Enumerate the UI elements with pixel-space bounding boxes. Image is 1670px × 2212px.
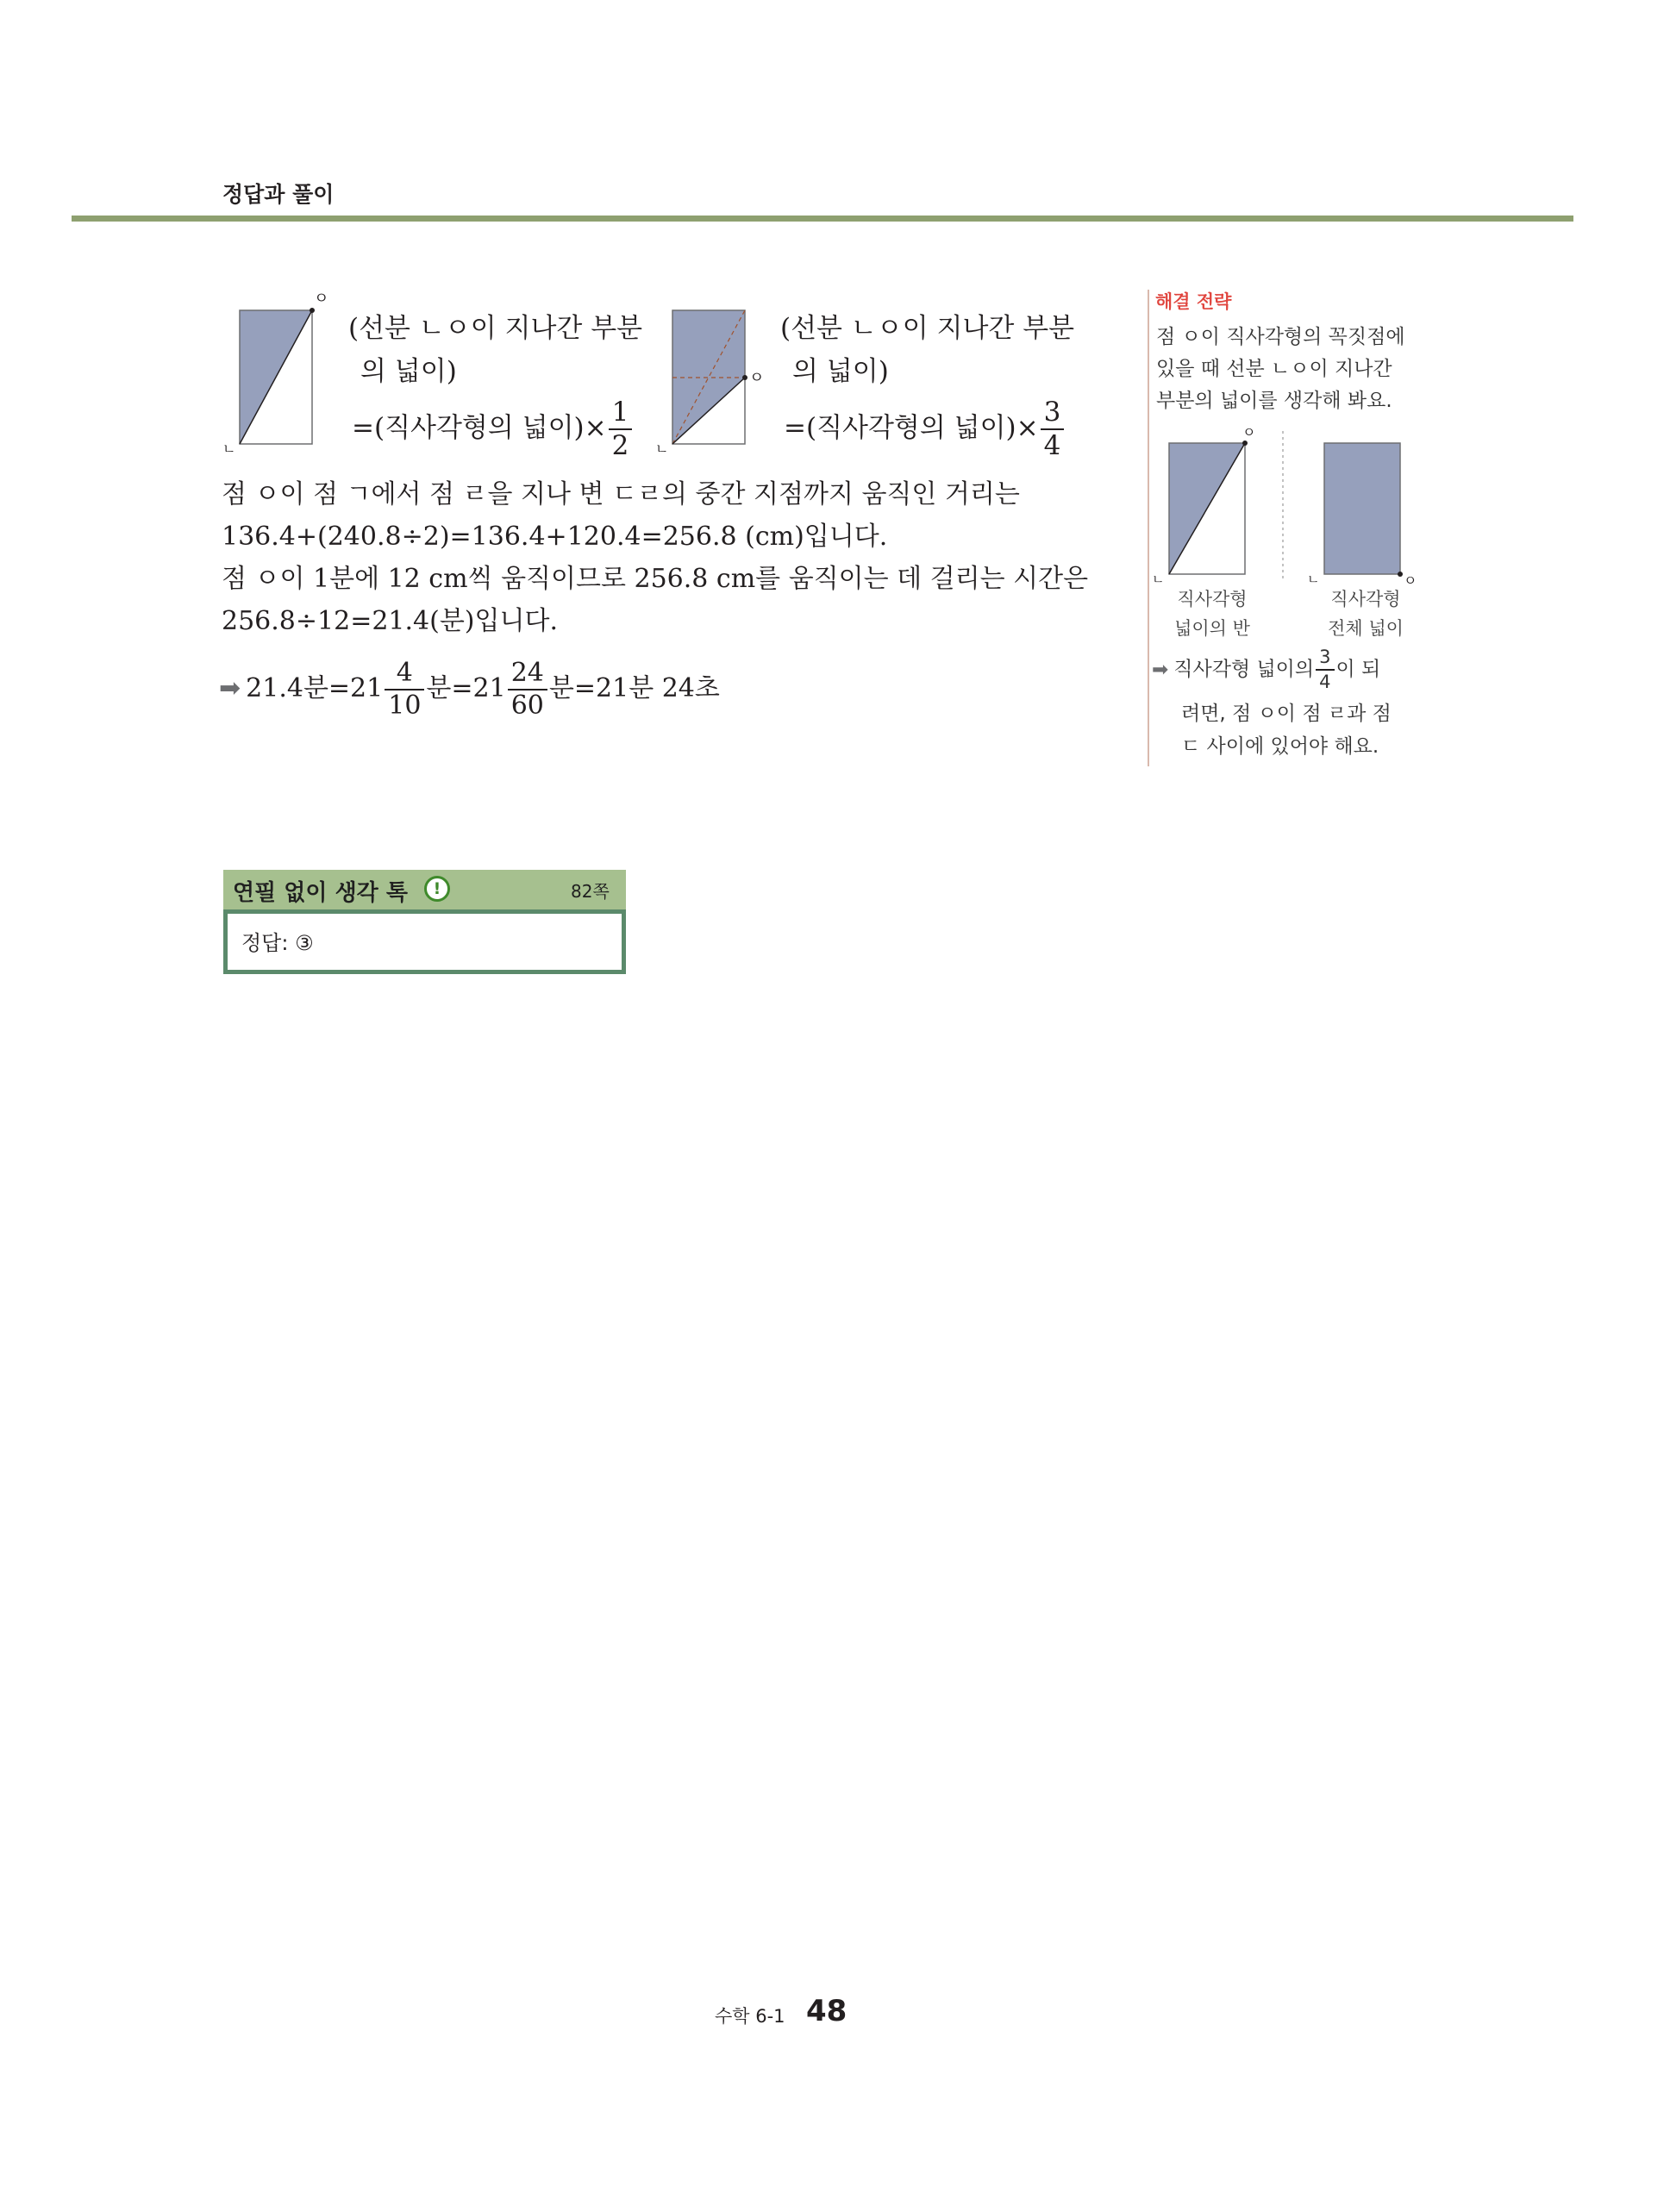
fraction-denominator: 60 [510,690,544,721]
diagram2-fraction [1041,399,1065,459]
strategy-fig-right-point [1398,572,1403,577]
diagram2-label-line2: 의 넓이) [792,356,889,387]
solution-result [219,660,720,719]
diagram1-vertex-n: ㄴ [222,441,236,457]
fraction-denominator: 4 [1319,672,1331,692]
strategy-fig-right-caption [1323,584,1409,643]
strategy-fraction [1316,648,1334,691]
solution-line-2: 136.4+(240.8÷2)=136.4+120.4=256.8 (cm)입니다. [222,522,888,552]
caption-line-1: 직사각형 [1177,589,1248,609]
diagram2-formula-text: =(직사각형의 넓이)× [784,412,1039,444]
diagram2-label-line1: (선분 ㄴㅇ이 지나간 부분 [780,313,1075,344]
fraction-denominator: 2 [611,430,629,461]
result-fraction-1 [385,660,424,719]
diagram1-label-line2: 의 넓이) [360,356,457,387]
strategy-line-5: 려면, 점 ㅇ이 점 ㄹ과 점 [1181,703,1392,725]
solution-line-4: 256.8÷12=21.4(분)입니다. [222,606,558,636]
right-arrow-icon: ➡ [219,673,241,703]
footer-page-number: 48 [806,1994,848,2028]
conclusion-suffix: 이 되 [1335,658,1381,681]
strategy-figures [1155,422,1440,586]
quiz-box-answer: 정답: ③ [241,931,314,955]
diagram2-formula [784,399,1066,459]
fraction-denominator: 10 [388,690,422,721]
strategy-border [1148,290,1149,766]
strategy-line-2: 있을 때 선분 ㄴㅇ이 지나간 [1156,358,1392,380]
strategy-fig-left-vertex-o: ㅇ [1242,424,1256,441]
diagram-half-rectangle [216,284,345,457]
strategy-fig-left-vertex-n: ㄴ [1152,572,1165,587]
strategy-line-3: 부분의 넓이를 생각해 봐요. [1156,390,1392,412]
header-divider [72,216,1573,222]
conclusion-prefix: 직사각형 넓이의 [1173,658,1315,681]
quiz-box-page: 82쪽 [571,881,610,902]
quiz-box-title: 연필 없이 생각 톡 [233,880,408,906]
diagram1-fraction [609,399,633,459]
fraction-numerator: 3 [1041,399,1065,430]
strategy-fig-right-rectangle [1324,443,1400,574]
caption-line-1: 직사각형 [1330,589,1401,609]
fraction-numerator: 24 [508,660,547,690]
strategy-title: 해결 전략 [1155,291,1232,312]
strategy-line-6: ㄷ 사이에 있어야 해요. [1181,735,1379,758]
caption-line-2: 전체 넓이 [1328,618,1404,639]
fraction-denominator: 4 [1043,430,1061,461]
caption-line-2: 넓이의 반 [1174,618,1250,639]
diagram1-vertex-o: ㅇ [314,290,329,308]
strategy-line-1: 점 ㅇ이 직사각형의 꼭짓점에 [1156,326,1405,348]
fraction-numerator: 4 [385,660,424,690]
diagram1-formula [352,399,634,459]
fraction-numerator: 1 [609,399,633,430]
solution-line-1: 점 ㅇ이 점 ㄱ에서 점 ㄹ을 지나 변 ㄷㄹ의 중간 지점까지 움직인 거리는 [222,479,1020,509]
strategy-conclusion [1152,648,1380,691]
diagram1-label-line1: (선분 ㄴㅇ이 지나간 부분 [348,313,643,344]
right-arrow-icon: ➡ [1152,658,1169,681]
result-part-1: 21.4분=21 [246,673,384,703]
result-part-2: 분=21 [426,673,506,703]
strategy-fig-right-vertex-o: ㅇ [1404,572,1417,589]
diagram2-vertex-n: ㄴ [655,441,669,457]
diagram2-vertex-o: ㅇ [749,369,765,387]
result-fraction-2 [508,660,547,719]
solution-line-3: 점 ㅇ이 1분에 12 cm씩 움직이므로 256.8 cm를 움직이는 데 걸리는 시간은 [222,564,1089,594]
diagram1-formula-text: =(직사각형의 넓이)× [352,412,607,444]
fraction-numerator: 3 [1316,648,1334,671]
exclamation-icon: ! [424,876,450,902]
strategy-fig-left-caption [1169,584,1255,643]
diagram2-point [742,375,747,380]
result-part-3: 분=21분 24초 [548,673,720,703]
footer-subject: 수학 6-1 [715,2006,785,2027]
header-title: 정답과 풀이 [222,182,335,207]
strategy-fig-right-vertex-n: ㄴ [1307,572,1320,587]
